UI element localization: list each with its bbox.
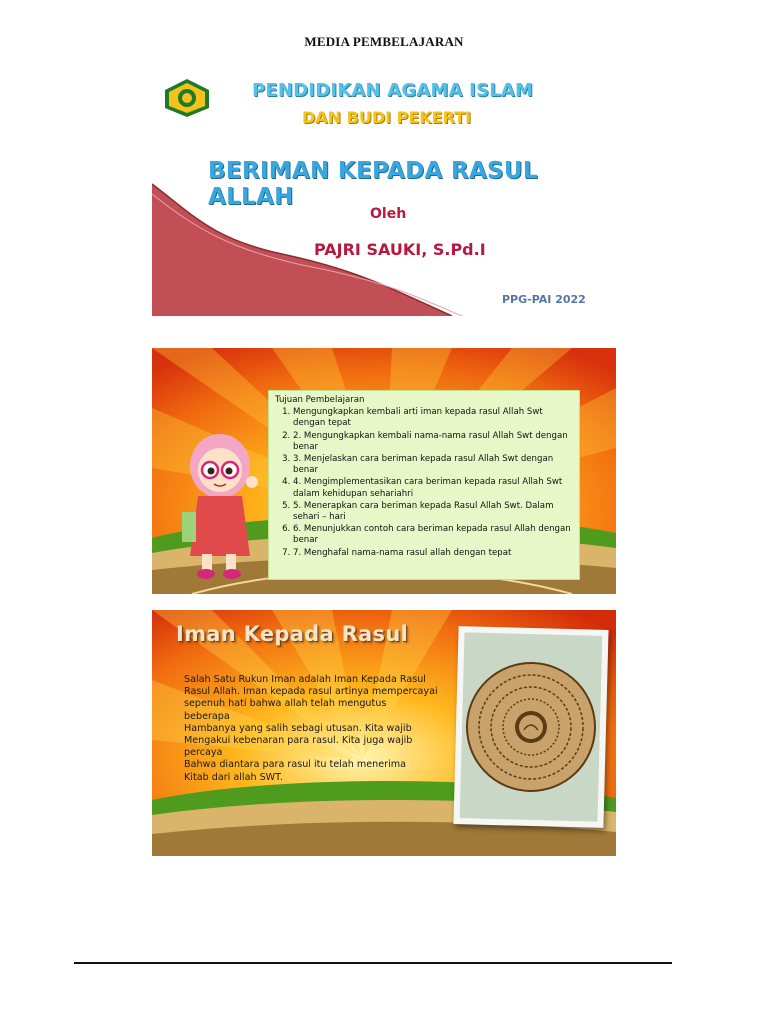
program-label: PPG-PAI 2022 — [502, 293, 586, 306]
text-line: sepenuh hati bahwa allah telah mengutus — [184, 698, 387, 710]
list-item: 5. 5. Menerapkan cara beriman kepada Rasul Allah Swt. Dalam sehari – hari — [293, 501, 573, 523]
ministry-logo-icon — [164, 78, 210, 118]
list-item: 4. 4. Mengimplementasikan cara beriman kepada rasul Allah Swt dalam kehidupan sehariahri — [293, 477, 573, 499]
document-header: MEDIA PEMBELAJARAN — [304, 34, 464, 49]
calligraphy-image — [453, 626, 608, 828]
subject-subtitle: DAN BUDI PEKERTI — [302, 108, 472, 127]
list-item: 6. 6. Menunjukkan contoh cara beriman kepada rasul Allah dengan benar — [293, 524, 573, 546]
text-line: Salah Satu Rukun Iman adalah Iman Kepada Rasul — [184, 674, 426, 685]
text-line: Kitab dari allah SWT. — [184, 771, 283, 783]
cartoon-girl-icon — [182, 426, 262, 582]
text-line: Hambanya yang salih sebagi utusan. Kita wajib — [184, 722, 412, 734]
text-line: Bahwa diantara para rasul itu telah menerima — [184, 759, 406, 771]
list-item: 3. 3. Menjelaskan cara beriman kepada rasul Allah Swt dengan benar — [293, 454, 573, 476]
topic-title: BERIMAN KEPADA RASUL ALLAH — [208, 158, 538, 210]
slide-iman-kepada-rasul — [152, 610, 616, 856]
text-line: percaya — [184, 747, 223, 759]
learning-goals-title: Tujuan Pembelajaran — [275, 395, 365, 405]
list-item: 7. 7. Menghafal nama-nama rasul allah dengan tepat — [293, 548, 573, 559]
learning-goals-list — [275, 407, 573, 559]
list-item: 1. Mengungkapkan kembali arti iman kepada rasul Allah Swt dengan tepat — [293, 407, 573, 429]
author-name: PAJRI SAUKI, S.Pd.I — [314, 240, 486, 259]
text-line: beberapa — [184, 710, 230, 722]
footer-divider — [74, 962, 672, 964]
slide-learning-goals — [152, 348, 616, 594]
calligraphy-circle-icon — [460, 632, 603, 822]
slide-body-text — [184, 674, 454, 784]
learning-goals-box — [268, 390, 580, 580]
slide-title — [152, 64, 616, 316]
subject-title: PENDIDIKAN AGAMA ISLAM — [252, 80, 534, 101]
slide-title: Iman Kepada Rasul — [176, 622, 409, 646]
by-label: Oleh — [370, 206, 407, 222]
text-line: Mengakui kebenaran para rasul. Kita juga wajib — [184, 735, 413, 747]
list-item: 2. 2. Mengungkapkan kembali nama-nama rasul Allah Swt dengan benar — [293, 431, 573, 453]
text-line: Rasul Allah. Iman kepada rasul artinya mempercayai — [184, 686, 438, 698]
